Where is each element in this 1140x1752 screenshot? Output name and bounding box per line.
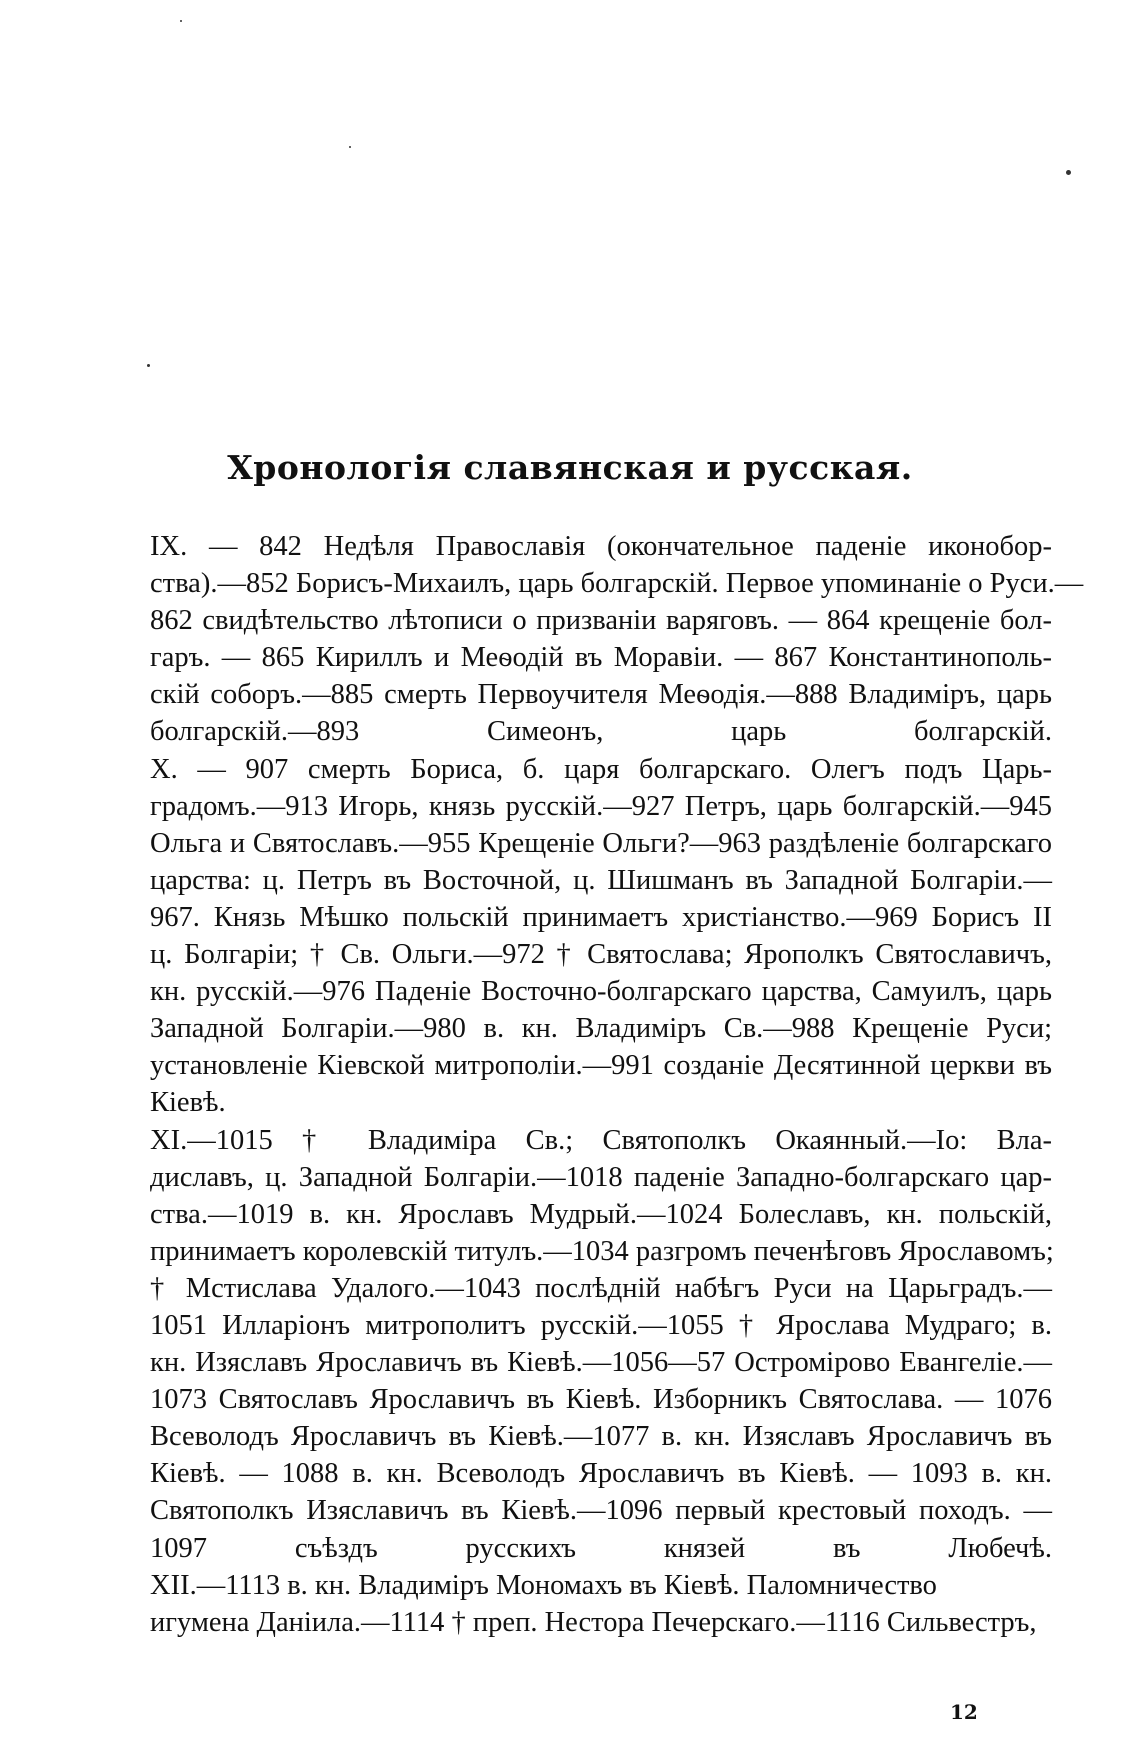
text-line: ства.—1019 в. кн. Ярославъ Мудрый.—1024 Болеславъ, кн. польскій, <box>150 1198 1052 1230</box>
text-line: градомъ.—913 Игорь, князь русскій.—927 Петръ, царь болгарскій.—945 <box>150 790 1052 822</box>
paragraph-xi-century <box>102 1122 1052 1567</box>
text-line: гаръ. — 865 Кириллъ и Меѳодій въ Моравіи. — 867 Константинополь- <box>150 642 1052 674</box>
text-line: Святополкъ Изяславичъ въ Кіевѣ.—1096 первый крестовый походъ. — <box>150 1495 1052 1527</box>
text-line: Кіевѣ. — 1088 в. кн. Всеволодъ Ярославичъ въ Кіевѣ. — 1093 в. кн. <box>150 1458 1052 1490</box>
text-line: болгарскій.—893 Симеонъ, царь болгарскій. <box>150 716 1052 748</box>
chronology-text <box>102 528 1084 1641</box>
scan-speck <box>147 364 150 367</box>
text-line: 1097 съѣздъ русскихъ князей въ Любечѣ. <box>150 1532 1052 1564</box>
text-line: игумена Даніила.—1114 † преп. Нестора Печерскаго.—1116 Сильвестръ, <box>150 1606 1037 1638</box>
text-line: Западной Болгаріи.—980 в. кн. Владиміръ Св.—988 Крещеніе Руси; <box>150 1013 1052 1045</box>
text-line: Ольга и Святославъ.—955 Крещеніе Ольги?—963 раздѣленіе болгарскаго <box>150 827 1052 859</box>
scan-speck <box>349 146 351 148</box>
text-line: ц. Болгаріи; † Св. Ольги.—972 † Святослава; Ярополкъ Святославичъ, <box>150 939 1052 971</box>
text-line: † Мстислава Удалого.—1043 послѣдній набѣгъ Руси на Царьградъ.— <box>150 1272 1052 1304</box>
text-line: 967. Князь Мѣшко польскій принимаетъ христіанство.—969 Борисъ II <box>150 901 1052 933</box>
paragraph-xii-century <box>102 1567 1052 1641</box>
text-line: кн. русскій.—976 Паденіе Восточно-болгарскаго царства, Самуилъ, царь <box>150 976 1052 1008</box>
text-line: кн. Изяславъ Ярославичъ въ Кіевѣ.—1056—57 Остромірово Евангеліе.— <box>150 1347 1052 1379</box>
page-title: Хронологія славянская и русская. <box>227 448 913 487</box>
text-line: Кіевѣ. <box>150 1087 226 1119</box>
paragraph-ix-century <box>102 528 1084 751</box>
scan-speck <box>180 20 182 22</box>
text-line: диславъ, ц. Западной Болгаріи.—1018 паденіе Западно-болгарскаго цар- <box>150 1161 1052 1193</box>
text-line: XI.—1015 † Владиміра Св.; Святополкъ Окаянный.—Іо: Вла- <box>150 1124 1052 1156</box>
text-line: 862 свидѣтельство лѣтописи о призваніи варяговъ. — 864 крещеніе бол- <box>150 605 1052 637</box>
text-line: XII.—1113 в. кн. Владиміръ Мономахъ въ Кіевѣ. Паломничество <box>150 1569 937 1601</box>
text-line: 1073 Святославъ Ярославичъ въ Кіевѣ. Изборникъ Святослава. — 1076 <box>150 1384 1052 1416</box>
paragraph-x-century <box>102 751 1052 1122</box>
scan-speck <box>1066 170 1071 175</box>
text-line: Всеволодъ Ярославичъ въ Кіевѣ.—1077 в. кн. Изяславъ Ярославичъ въ <box>150 1421 1052 1453</box>
text-line: ства).—852 Борисъ-Михаилъ, царь болгарскій. Первое упоминаніе о Руси.— <box>150 568 1084 600</box>
text-line: установленіе Кіевской митрополіи.—991 созданіе Десятинной церкви въ <box>150 1050 1052 1082</box>
text-line: 1051 Илларіонъ митрополитъ русскій.—1055 † Ярослава Мудраго; в. <box>150 1309 1052 1341</box>
page-number: 12 <box>950 1700 978 1724</box>
text-line: царства: ц. Петръ въ Восточной, ц. Шишманъ въ Западной Болгаріи.— <box>150 864 1052 896</box>
text-line: скій соборъ.—885 смерть Первоучителя Меѳодія.—888 Владиміръ, царь <box>150 679 1052 711</box>
text-line: IX. — 842 Недѣля Православія (окончательное паденіе иконобор- <box>150 531 1052 562</box>
text-line: принимаетъ королевскій титулъ.—1034 разгромъ печенѣговъ Ярославомъ; <box>150 1235 1054 1267</box>
text-line: X. — 907 смерть Бориса, б. царя болгарскаго. Олегъ подъ Царь- <box>150 753 1052 785</box>
